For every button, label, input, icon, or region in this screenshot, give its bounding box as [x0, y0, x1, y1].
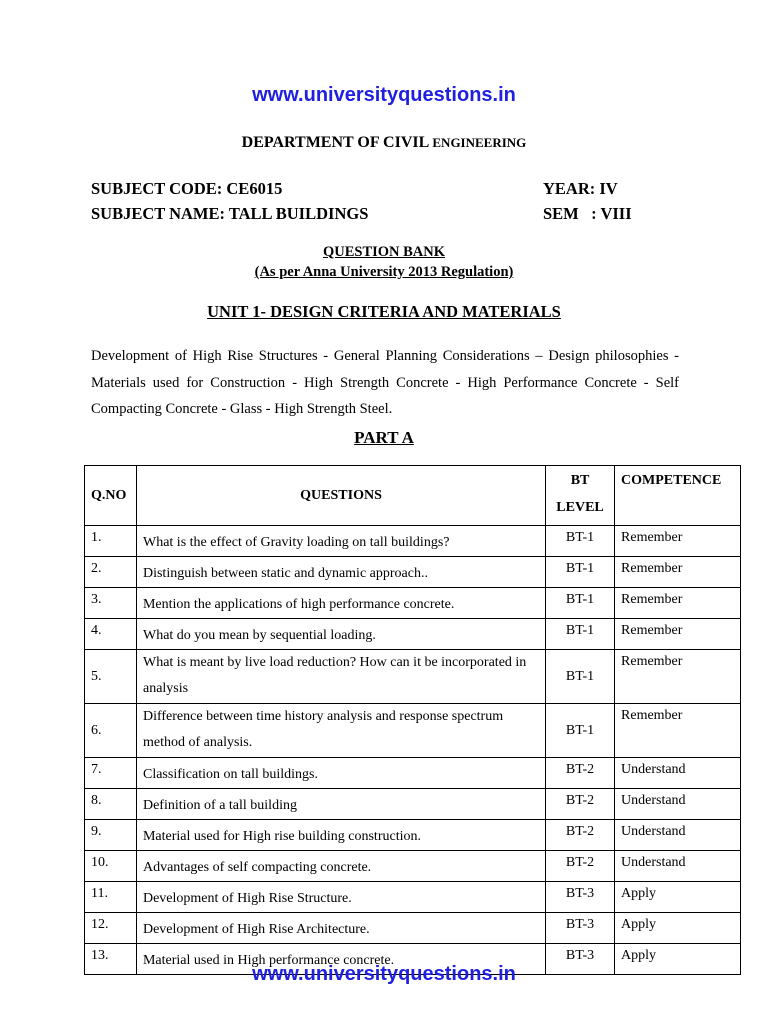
row-bt-level: BT-3 — [546, 944, 615, 975]
row-question: What do you mean by sequential loading. — [136, 619, 545, 650]
row-question: What is meant by live load reduction? How can it be incorporated in analysis — [136, 650, 545, 704]
row-competence: Remember — [615, 557, 741, 588]
row-bt-level: BT-1 — [546, 704, 615, 758]
header-bt-line1: BT — [570, 473, 590, 488]
row-number: 4. — [85, 619, 137, 650]
header-bt-level — [546, 466, 615, 526]
row-number: 1. — [85, 526, 137, 557]
row-competence: Remember — [615, 619, 741, 650]
row-competence: Understand — [615, 758, 741, 789]
table-row — [85, 557, 741, 588]
table-row — [85, 758, 741, 789]
row-question: Definition of a tall building — [136, 789, 545, 820]
unit-title: UNIT 1- DESIGN CRITERIA AND MATERIALS — [207, 302, 561, 321]
part-title: PART A — [354, 428, 414, 447]
row-number: 3. — [85, 588, 137, 619]
table-row — [85, 650, 741, 704]
question-bank-title: QUESTION BANK — [322, 244, 446, 260]
department-heading — [0, 134, 768, 152]
row-number: 8. — [85, 789, 137, 820]
header-bt-line2: LEVEL — [556, 500, 604, 515]
row-number: 13. — [85, 944, 137, 975]
table-row — [85, 588, 741, 619]
row-question: Difference between time history analysis and response spectrum method of analysis. — [136, 704, 545, 758]
row-bt-level: BT-2 — [546, 789, 615, 820]
row-bt-level: BT-2 — [546, 851, 615, 882]
row-bt-level: BT-1 — [546, 619, 615, 650]
table-row — [85, 882, 741, 913]
row-bt-level: BT-1 — [546, 526, 615, 557]
row-number: 9. — [85, 820, 137, 851]
row-number: 6. — [85, 704, 137, 758]
row-bt-level: BT-3 — [546, 913, 615, 944]
questions-table — [84, 465, 741, 975]
row-number: 2. — [85, 557, 137, 588]
row-competence: Understand — [615, 820, 741, 851]
row-bt-level: BT-2 — [546, 758, 615, 789]
table-row — [85, 526, 741, 557]
table-row — [85, 619, 741, 650]
row-bt-level: BT-1 — [546, 588, 615, 619]
row-competence: Apply — [615, 882, 741, 913]
row-competence: Remember — [615, 588, 741, 619]
row-competence: Remember — [615, 526, 741, 557]
syllabus-text: Development of High Rise Structures - General Planning Considerations – Design philosophies - Materials used for Construction - High Strength Concrete - High Performance Concrete - Self Compacting Concrete - Glass - High Strength Steel. — [91, 348, 679, 417]
table-row — [85, 789, 741, 820]
row-number: 10. — [85, 851, 137, 882]
row-bt-level: BT-3 — [546, 882, 615, 913]
row-question: Material used in High performance concrete. — [136, 944, 545, 975]
subject-code: SUBJECT CODE: CE6015 — [91, 179, 283, 198]
row-question: Advantages of self compacting concrete. — [136, 851, 545, 882]
row-bt-level: BT-1 — [546, 557, 615, 588]
table-row — [85, 851, 741, 882]
row-number: 5. — [85, 650, 137, 704]
row-number: 12. — [85, 913, 137, 944]
semester: SEM : VIII — [543, 204, 632, 223]
year: YEAR: IV — [543, 179, 618, 198]
row-number: 11. — [85, 882, 137, 913]
row-question: Classification on tall buildings. — [136, 758, 545, 789]
site-url-header[interactable]: www.universityquestions.in — [252, 84, 516, 106]
header-competence: COMPETENCE — [615, 466, 741, 526]
department-main: DEPARTMENT OF CIVIL — [241, 134, 429, 151]
table-row — [85, 913, 741, 944]
row-competence: Apply — [615, 944, 741, 975]
row-number: 7. — [85, 758, 137, 789]
row-bt-level: BT-2 — [546, 820, 615, 851]
subject-name: SUBJECT NAME: TALL BUILDINGS — [91, 204, 369, 223]
row-question: Development of High Rise Structure. — [136, 882, 545, 913]
department-suffix: ENGINEERING — [432, 135, 527, 150]
table-row — [85, 820, 741, 851]
row-question: What is the effect of Gravity loading on tall buildings? — [136, 526, 545, 557]
row-question: Development of High Rise Architecture. — [136, 913, 545, 944]
header-qno: Q.NO — [85, 466, 137, 526]
site-url-footer[interactable]: www.universityquestions.in — [252, 963, 516, 985]
table-header-row — [85, 466, 741, 526]
row-competence: Apply — [615, 913, 741, 944]
header-questions: QUESTIONS — [136, 466, 545, 526]
table-row — [85, 704, 741, 758]
row-competence: Remember — [615, 704, 741, 758]
row-question: Distinguish between static and dynamic approach.. — [136, 557, 545, 588]
row-competence: Understand — [615, 851, 741, 882]
row-question: Material used for High rise building construction. — [136, 820, 545, 851]
row-competence: Understand — [615, 789, 741, 820]
regulation-note: (As per Anna University 2013 Regulation) — [254, 264, 514, 280]
row-competence: Remember — [615, 650, 741, 704]
row-bt-level: BT-1 — [546, 650, 615, 704]
row-question: Mention the applications of high performance concrete. — [136, 588, 545, 619]
